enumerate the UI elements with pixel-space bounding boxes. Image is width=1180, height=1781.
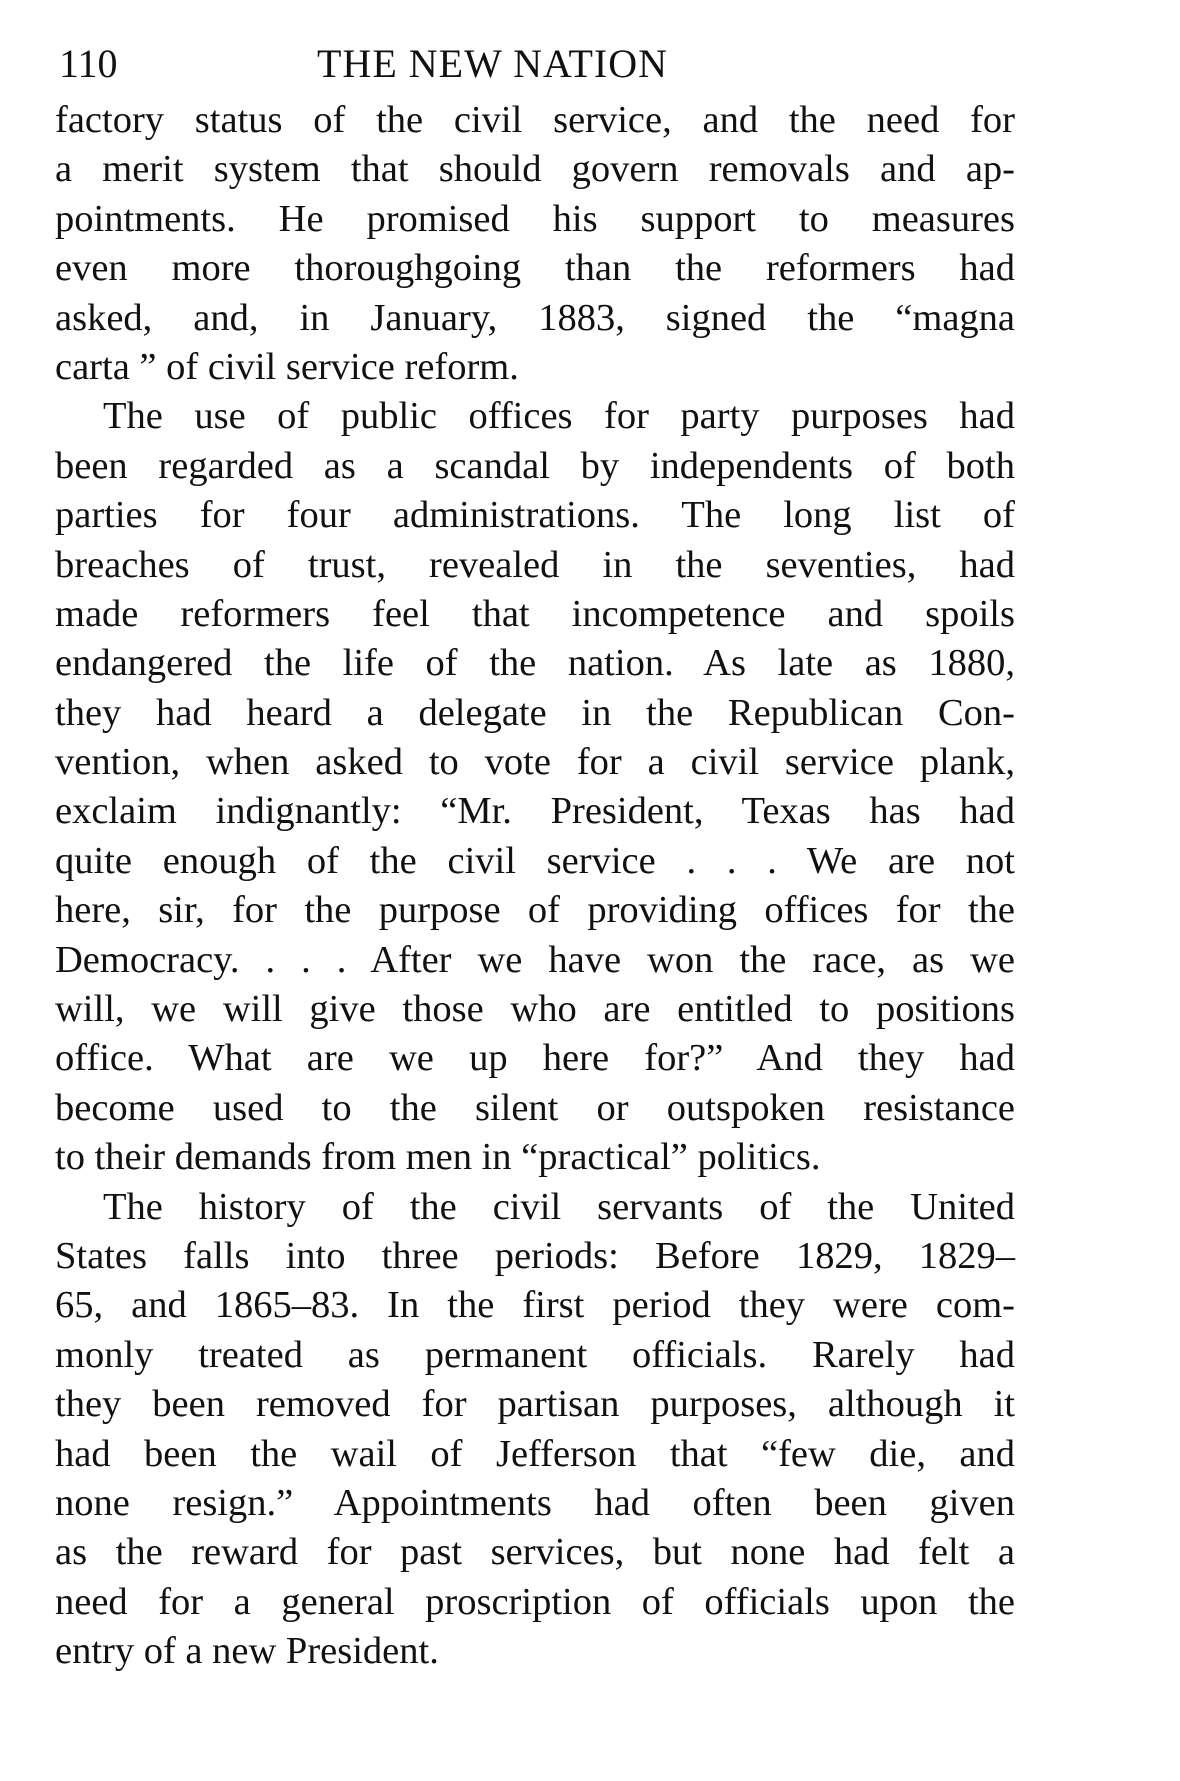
running-title: THE NEW NATION — [317, 41, 668, 86]
text-line: they been removed for partisan purposes, although it — [55, 1383, 1015, 1426]
text-line: endangered the life of the nation. As late as 1880, — [55, 642, 1015, 685]
text-line: vention, when asked to vote for a civil service plank, — [55, 741, 1015, 784]
text-line: exclaim indignantly: “Mr. President, Texas has had — [55, 790, 1015, 833]
text-line: 65, and 1865–83. In the first period they were com- — [55, 1284, 1015, 1327]
paragraph — [55, 1183, 1015, 1677]
text-line: even more thoroughgoing than the reformers had — [55, 247, 1015, 290]
text-line: entry of a new President. — [55, 1630, 439, 1673]
text-line: The history of the civil servants of the United — [103, 1185, 1015, 1228]
text-line: carta ” of civil service reform. — [55, 345, 519, 388]
text-line: The use of public offices for party purposes had — [103, 395, 1015, 438]
text-line: Democracy. . . . After we have won the race, as we — [55, 938, 1015, 981]
text-line: as the reward for past services, but none had felt a — [55, 1531, 1015, 1574]
text-line: monly treated as permanent officials. Rarely had — [55, 1333, 1015, 1376]
text-line: made reformers feel that incompetence and spoils — [55, 592, 1015, 635]
body-text — [55, 96, 1015, 1677]
text-line: breaches of trust, revealed in the seventies, had — [55, 543, 1015, 586]
text-line: a merit system that should govern removals and ap- — [55, 148, 1015, 191]
paragraph — [55, 96, 1015, 392]
text-line: here, sir, for the purpose of providing offices for the — [55, 889, 1015, 932]
text-line: States falls into three periods: Before 1829, 1829– — [55, 1234, 1015, 1277]
text-line: to their demands from men in “practical” politics. — [55, 1136, 821, 1179]
text-line: office. What are we up here for?” And they had — [55, 1037, 1015, 1080]
text-line: had been the wail of Jefferson that “few die, and — [55, 1432, 1015, 1475]
book-page — [55, 38, 1015, 1677]
paragraph — [55, 392, 1015, 1182]
text-line: quite enough of the civil service . . . We are not — [55, 839, 1015, 882]
text-line: parties for four administrations. The long list of — [55, 494, 1015, 537]
text-line: need for a general proscription of officials upon the — [55, 1580, 1015, 1623]
text-line: will, we will give those who are entitled to positions — [55, 988, 1015, 1031]
text-line: none resign.” Appointments had often been given — [55, 1481, 1015, 1524]
text-line: factory status of the civil service, and the need for — [55, 99, 1015, 141]
page-number: 110 — [59, 41, 118, 86]
text-line: pointments. He promised his support to measures — [55, 197, 1015, 240]
text-line: asked, and, in January, 1883, signed the “magna — [55, 296, 1015, 339]
running-head — [55, 38, 1015, 90]
text-line: been regarded as a scandal by independents of both — [55, 444, 1015, 487]
text-line: they had heard a delegate in the Republican Con- — [55, 691, 1015, 734]
text-line: become used to the silent or outspoken resistance — [55, 1086, 1015, 1129]
